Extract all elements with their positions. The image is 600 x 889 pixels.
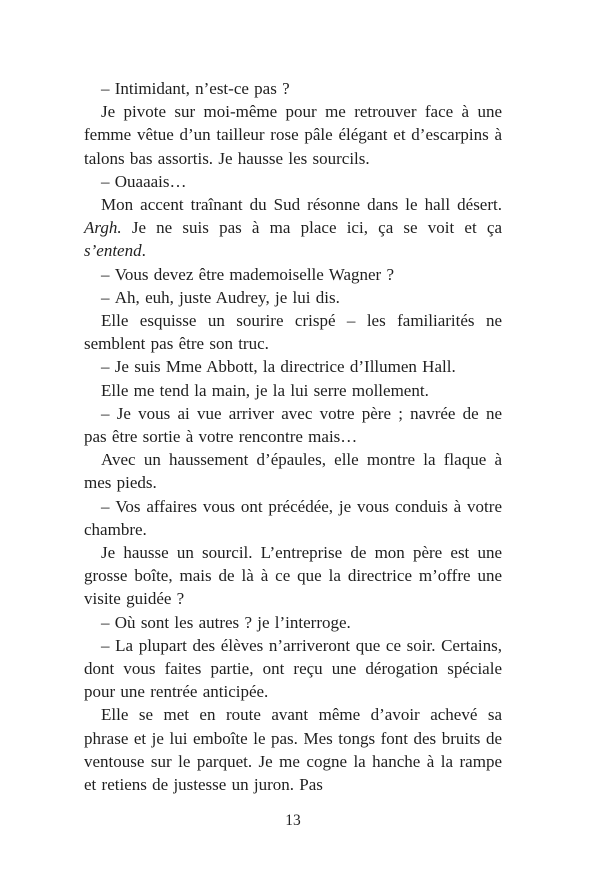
text-run: Elle me tend la main, je la lui serre mollement. [101, 380, 429, 400]
paragraph [84, 193, 502, 263]
text-run: Je ne suis pas à ma place ici, ça se voit et ça [121, 218, 502, 238]
paragraph [84, 611, 502, 634]
text-run: – Ouaaais… [101, 171, 187, 191]
paragraph [84, 309, 502, 355]
paragraph [84, 495, 502, 541]
text-run: – Ah, euh, juste Audrey, je lui dis. [101, 287, 340, 307]
text-run: Avec un haussement d’épaules, elle montre la flaque à mes pieds. [84, 450, 502, 493]
text-run: Elle esquisse un sourire crispé – les familiarités ne semblent pas être son truc. [84, 311, 502, 354]
paragraph [84, 286, 502, 309]
text-run: . [141, 241, 146, 261]
paragraph [84, 77, 502, 100]
text-run: Je hausse un sourcil. L’entreprise de mon père est une grosse boîte, mais de là à ce que la directrice m’offre une visite guidée ? [84, 543, 502, 609]
italic-text: Argh. [84, 218, 122, 238]
text-run: – Je suis Mme Abbott, la directrice d’Illumen Hall. [101, 357, 456, 377]
paragraph [84, 100, 502, 170]
text-run: – Où sont les autres ? je l’interroge. [101, 612, 351, 632]
text-run: – Intimidant, n’est-ce pas ? [101, 79, 290, 98]
text-run: Je pivote sur moi-même pour me retrouver face à une femme vêtue d’un tailleur rose pâle élégant et d’escarpins à talons bas assortis. Je hausse les sourcils. [84, 102, 502, 168]
paragraph [84, 703, 502, 796]
paragraph [84, 541, 502, 611]
paragraph [84, 634, 502, 704]
paragraph [84, 355, 502, 378]
page-number: 13 [285, 812, 301, 829]
paragraph [84, 448, 502, 494]
text-run: Elle se met en route avant même d’avoir achevé sa phrase et je lui emboîte le pas. Mes tongs font des bruits de ventouse sur le parquet. Je me cogne la hanche à la rampe et retiens de justesse un juron. Pas [84, 705, 502, 795]
paragraph [84, 263, 502, 286]
paragraph [84, 402, 502, 448]
text-run: – Vos affaires vous ont précédée, je vous conduis à votre chambre. [84, 496, 502, 539]
text-run: – Je vous ai vue arriver avec votre père ; navrée de ne pas être sortie à votre rencontre mais… [84, 403, 502, 447]
text-run: Mon accent traînant du Sud résonne dans le hall désert. [101, 195, 502, 215]
paragraph [84, 379, 502, 402]
text-run: – Vous devez être mademoiselle Wagner ? [101, 264, 395, 284]
text-run: – La plupart des élèves n’arriveront que ce soir. Certains, dont vous faites partie, ont reçu une dérogation spéciale pour une rentrée anticipée. [84, 635, 502, 702]
paragraph [84, 170, 502, 193]
text-block [84, 77, 502, 796]
italic-text: s’entend [84, 241, 142, 261]
